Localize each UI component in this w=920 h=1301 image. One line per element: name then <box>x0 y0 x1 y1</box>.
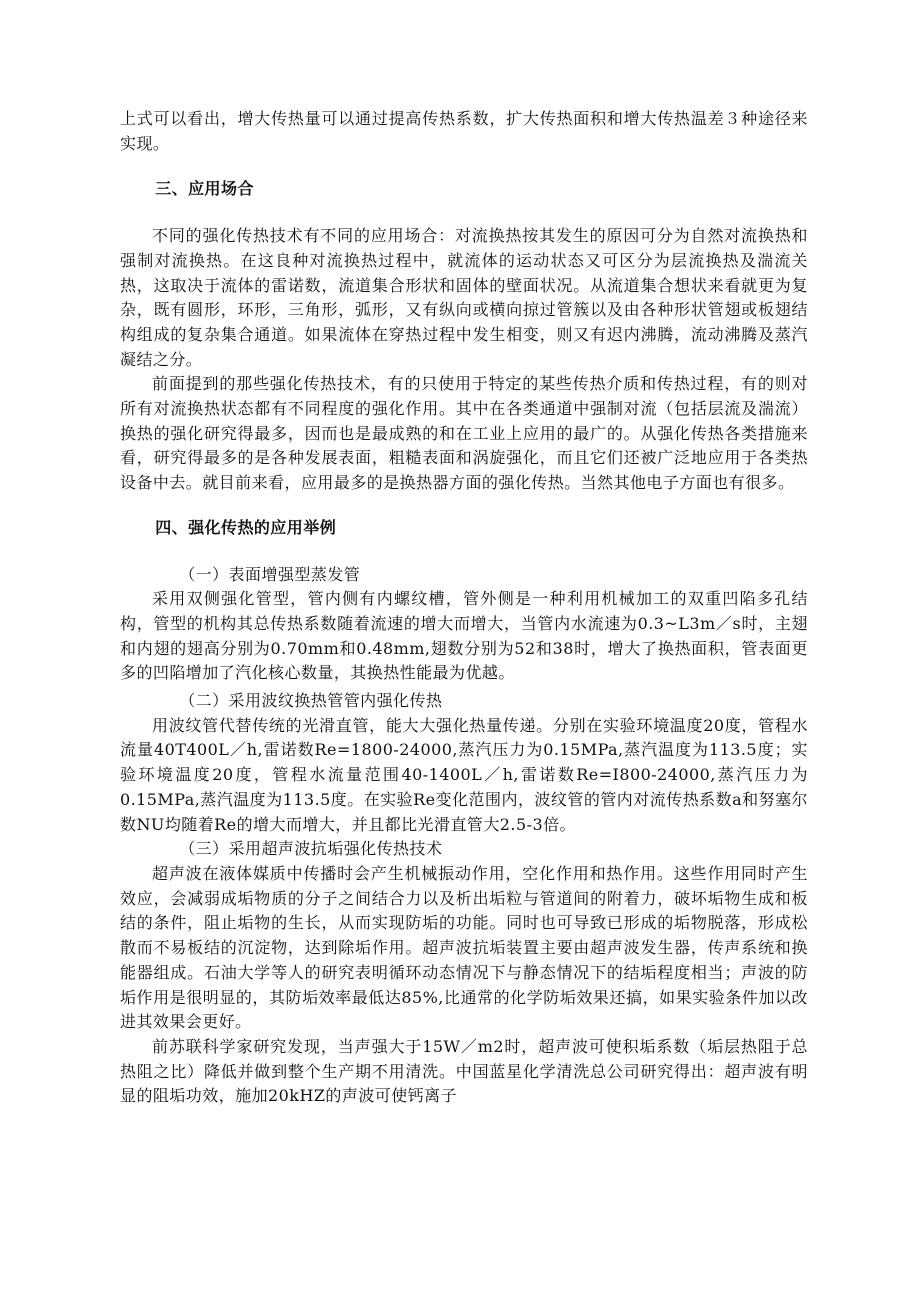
document-body <box>120 107 808 1109</box>
subsection-3-paragraph-2: 前苏联科学家研究发现，当声强大于15W／m2时，超声波可使积垢系数（垢层热阻于总热阻之比）降低并做到整个生产期不用清洗。中国蓝星化学清洗总公司研究得出：超声波有明显的阻垢功效，施加20kHZ的声波可使钙离子 <box>120 1036 808 1106</box>
intro-paragraph: 上式可以看出，增大传热量可以通过提高传热系数，扩大传热面积和增大传热温差３种途径来实现。 <box>120 109 808 153</box>
subsection-2-paragraph: 用波纹管代替传统的光滑直管，能大大强化热量传递。分别在实验环境温度20度，管程水流量40T400L／h,雷诺数Re=1800-24000,蒸汽压力为0.15MPa,蒸汽温度为113.5度；实验环境温度20度，管程水流量范围40-1400L／h,雷诺数Re=I800-24000,蒸汽压力为0.15MPa,蒸汽温度为113.5度。在实验Re变化范围内，波纹管的管内对流传热系数a和努塞尔数NU均随着Re的增大而增大，并且都比光滑直管大2.5-3倍。 <box>120 715 808 834</box>
section-3-heading: 三、应用场合 <box>155 179 254 199</box>
subsection-3-title: （三）采用超声波抗垢强化传热技术 <box>179 839 443 859</box>
subsection-1-paragraph: 采用双侧强化管型，管内侧有内螺纹槽，管外侧是一种利用机械加工的双重凹陷多孔结构，管型的机构其总传热系数随着流速的增大而增大，当管内水流速为0.3~L3m／s时，主翅和内翅的翅高分别为0.70mm和0.48mm,翅数分别为52和38时，增大了换热面积，管表面更多的凹陷增加了汽化核心数量，其换热性能最为优越。 <box>120 589 808 683</box>
section-3-paragraph-1: 不同的强化传热技术有不同的应用场合：对流换热按其发生的原因可分为自然对流换热和强制对流换热。在这良种对流换热过程中，就流体的运动状态又可区分为层流换热及湍流关热，这取决于流体的雷诺数，流道集合形状和固体的壁面状况。从流道集合想状来看就更为复杂，既有圆形，环形，三角形，弧形，又有纵向或横向掠过管簇以及由各种形状管翅或板翅结构组成的复杂集合通道。如果流体在穿热过程中发生相变，则又有迟内沸腾，流动沸腾及蒸汽凝结之分。 <box>120 226 808 369</box>
subsection-1-title: （一）表面增强型蒸发管 <box>179 564 361 584</box>
subsection-2-title: （二）采用波纹换热管管内强化传热 <box>179 691 443 711</box>
subsection-3-paragraph-1: 超声波在液体媒质中传播时会产生机械振动作用，空化作用和热作用。这些作用同时产生效应，会减弱成垢物质的分子之间结合力以及析出垢粒与管道间的附着力，破坏垢物生成和板结的条件，阻止垢物的生长，从而实现防垢的功能。同时也可导致已形成的垢物脱落，形成松散而不易板结的沉淀物，达到除垢作用。超声波抗垢装置主要由超声波发生器，传声系统和换能器组成。石油大学等人的研究表明循环动态情况下与静态情况下的结垢程度相当；声波的防垢作用是很明显的，其防垢效率最低达85%,比通常的化学防垢效果还搞，如果实验条件加以改进其效果会更好。 <box>120 863 808 1032</box>
section-3-paragraph-2: 前面提到的那些强化传热技术，有的只使用于特定的某些传热介质和传热过程，有的则对所有对流换热状态都有不同程度的强化作用。其中在各类通道中强制对流（包括层流及湍流）换热的强化研究得最多，因而也是最成熟的和在工业上应用的最广的。从强化传热各类措施来看，研究得最多的是各种发展表面，粗糙表面和涡旋强化，而且它们还被广泛地应用于各类热设备中去。就目前来看，应用最多的是换热器方面的强化传热。当然其他电子方面也有很多。 <box>120 374 808 493</box>
section-4-heading: 四、强化传热的应用举例 <box>155 517 337 537</box>
